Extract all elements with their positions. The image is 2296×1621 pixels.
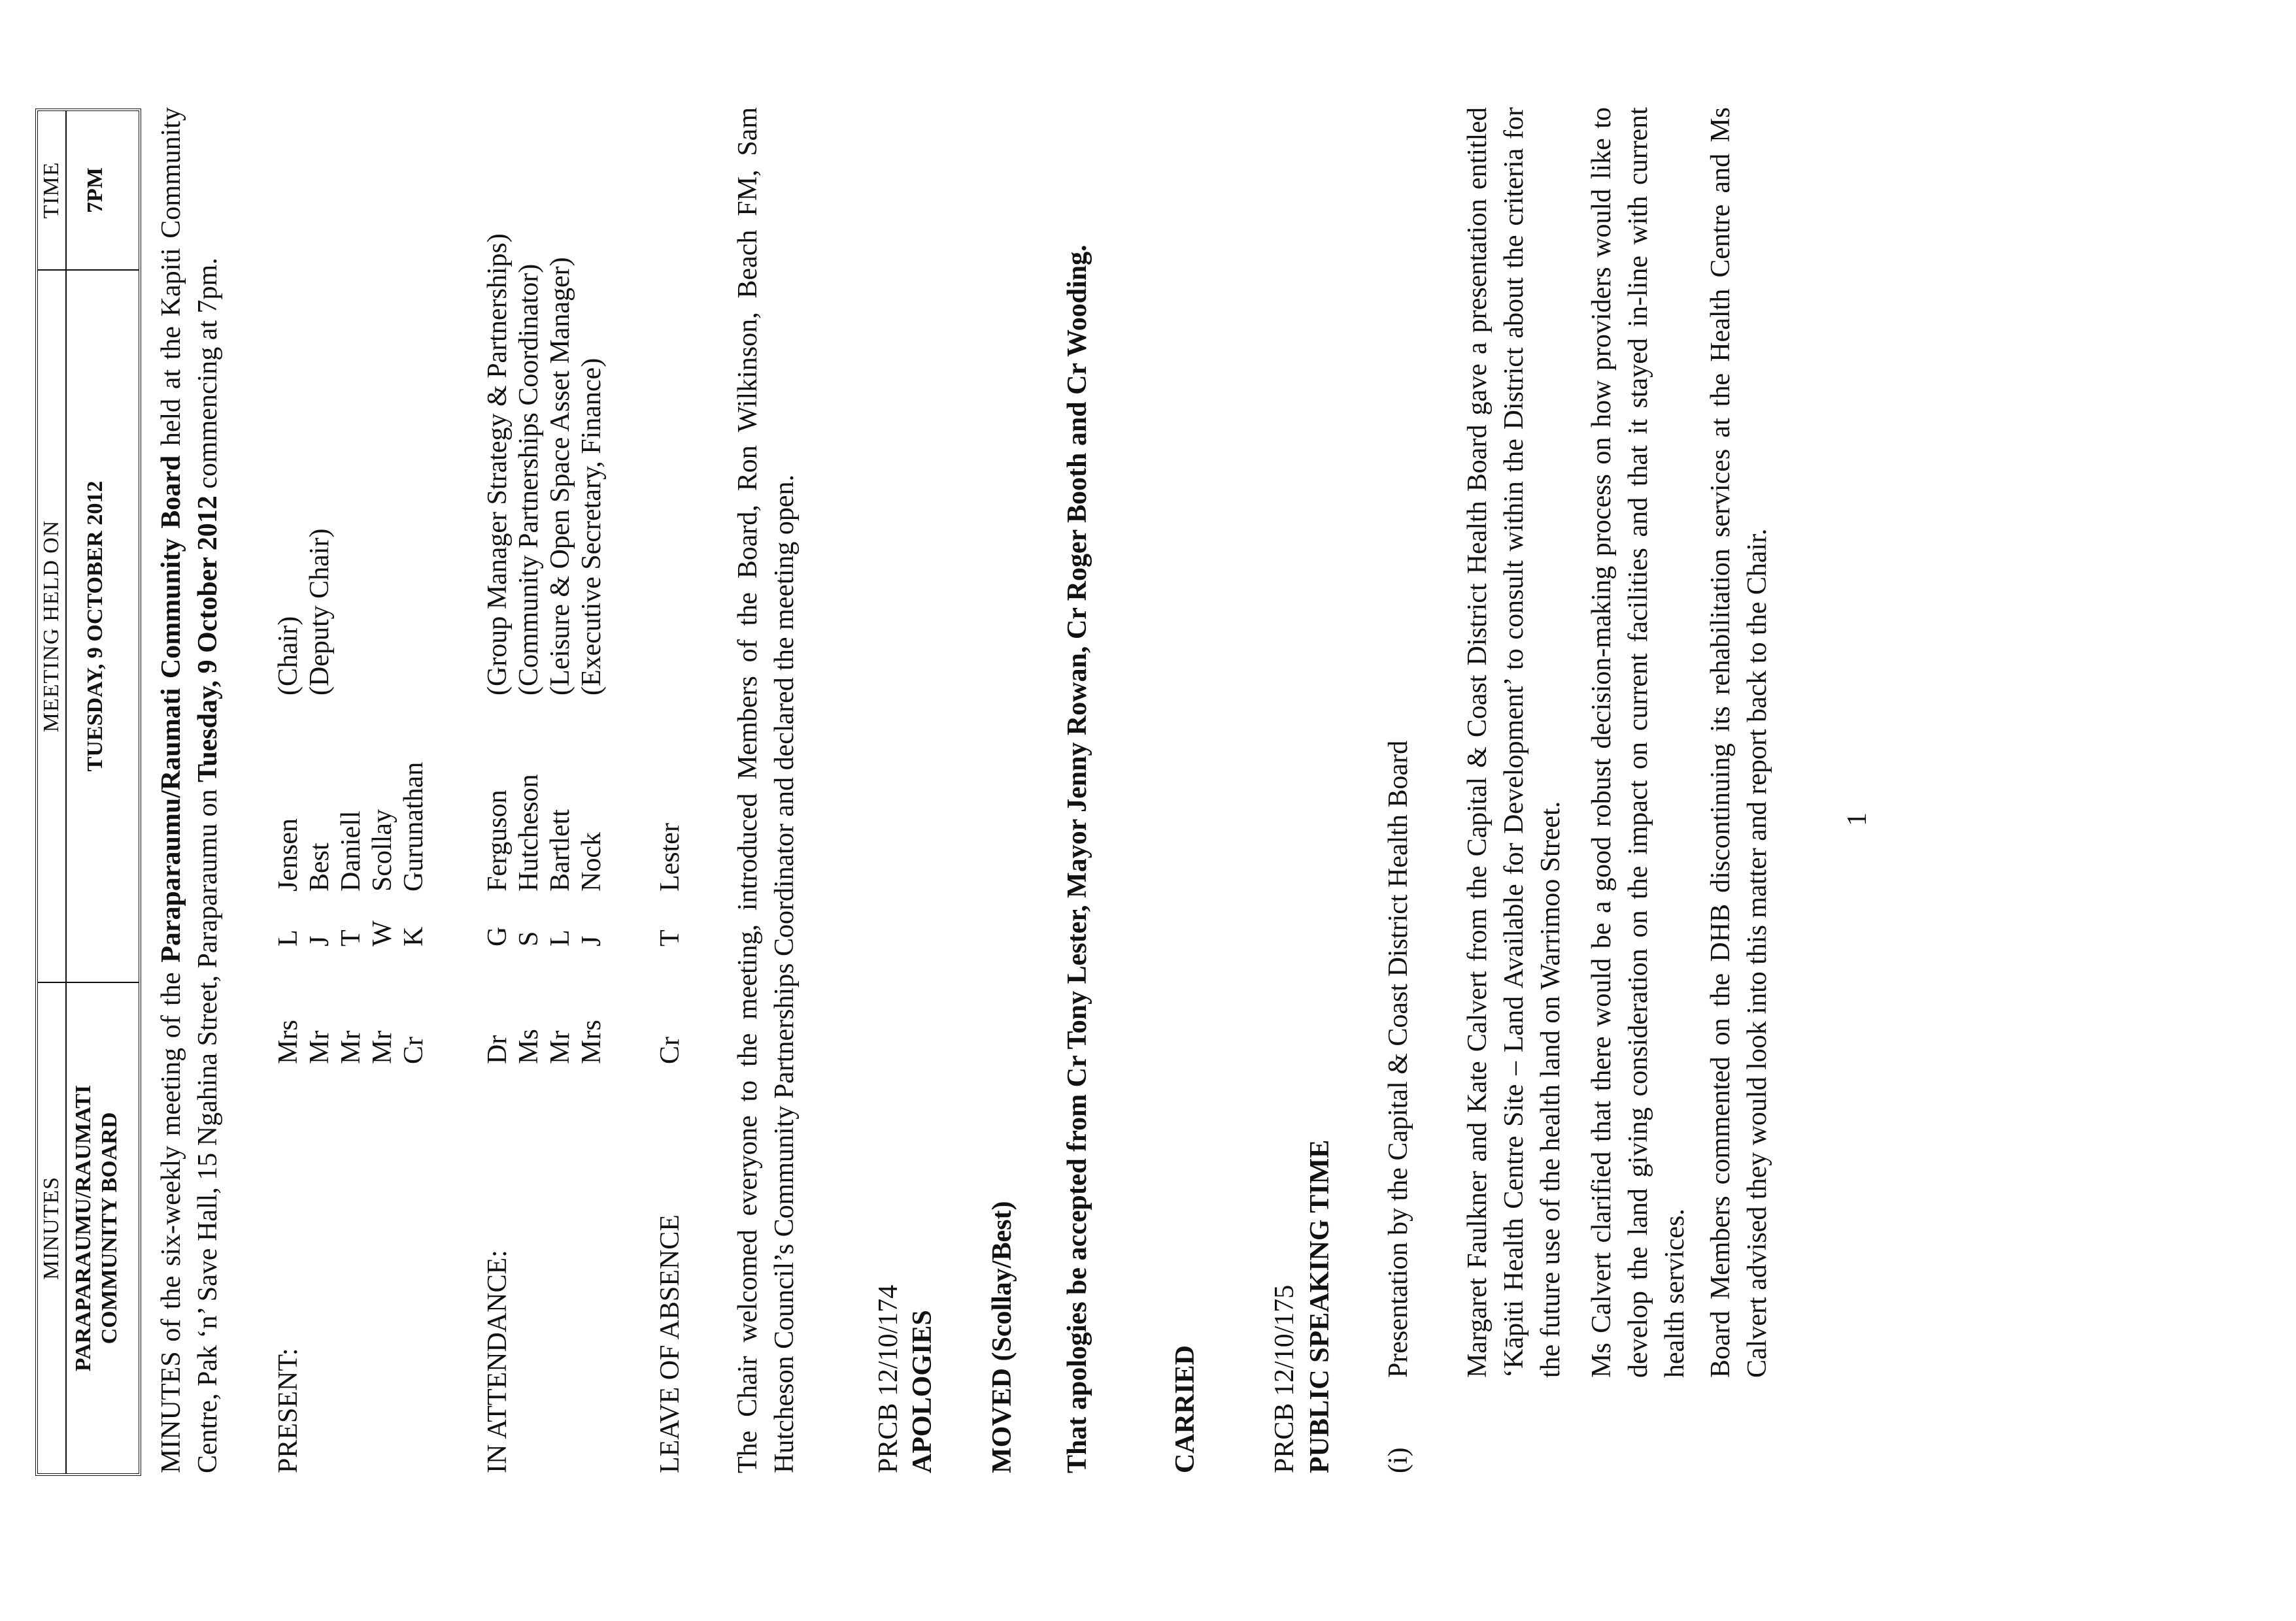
present-member-name: Scollay [367,809,397,892]
header-divider [38,269,139,271]
intro-text: commencing at 7pm. [193,258,223,496]
present-member-initial: J [305,935,335,946]
attendance-member-role: (Group Manager Strategy & Partnerships) [482,233,513,695]
leave-label: LEAVE OF ABSENCE [655,1214,685,1473]
attendance-member-title: Mr [545,1030,575,1064]
header-divider [38,982,139,983]
present-member-name: Daniell [336,811,366,892]
attendance-member-name: Ferguson [482,790,513,892]
attendance-member-name: Bartlett [545,809,575,892]
attendance-member-role: (Leisure & Open Space Asset Manager) [545,257,575,695]
leave-title: Cr [655,1037,685,1064]
intro-text: MINUTES of the six-weekly meeting of the [156,962,186,1473]
present-member-name: Gurunathan [399,761,429,892]
header-time-label: TIME [39,111,67,269]
header-time-cell [38,111,139,269]
present-member-title: Mr [336,1030,366,1064]
present-member-title: Mr [367,1030,397,1064]
header-time-value: 7PM [83,167,107,213]
item175-heading: PUBLIC SPEAKING TIME [1305,1139,1335,1473]
attendance-member-title: Mrs [577,1020,607,1064]
header-table [35,109,141,1476]
attendance-member-name: Nock [577,832,607,892]
page-number: 1 [1842,812,1872,826]
item175-ref: PRCB 12/10/175 [1270,1284,1300,1473]
present-member-role: (Deputy Chair) [305,528,335,695]
item175-sub-title: Presentation by the Capital & Coast District Health Board [1383,740,1413,1378]
attendance-member-title: Dr [482,1035,513,1064]
item175-paragraph-3: Board Members commented on the DHB discontinuing its rehabilitation services at the Health Centre and Ms Calvert advised they would look into this matter and report back to the Chair. [1706,107,1772,1378]
leave-name: Lester [655,823,685,892]
item174-moved: MOVED (Scollay/Best) [987,1201,1017,1473]
present-member-title: Mrs [273,1020,303,1064]
present-member-initial: W [367,920,397,946]
present-member-title: Mr [305,1030,335,1064]
item175-paragraph-2: Ms Calvert clarified that there would be a good robust decision-making process on how providers would like to develop the land giving consideration on the impact on current facilities and that it stayed in-line with current health services. [1587,107,1690,1378]
header-minutes-label: MINUTES [39,983,67,1473]
leave-initial: T [655,929,685,946]
intro-paragraph [153,107,226,1473]
attendance-member-name: Hutcheson [514,774,544,892]
header-minutes-cell [38,983,139,1473]
present-member-initial: T [336,929,366,946]
header-meeting-cell [38,271,139,982]
attendance-member-role: (Executive Secretary, Finance) [577,358,607,695]
present-member-title: Cr [399,1037,429,1064]
intro-date: Tuesday, 9 October 2012 [193,495,223,782]
header-board-line2: COMMUNITY BOARD [97,1112,122,1345]
present-member-initial: L [273,929,303,946]
present-member-role: (Chair) [273,616,303,695]
item174-ref: PRCB 12/10/174 [873,1284,903,1473]
item175-sub-number: (i) [1383,1447,1413,1473]
header-meeting-date: TUESDAY, 9 OCTOBER 2012 [83,480,107,772]
present-member-name: Jensen [273,818,303,892]
item174-motion: That apologies be accepted from Cr Tony Lester, Mayor Jenny Rowan, Cr Roger Booth and Cr Wooding. [1062,244,1092,1473]
attendance-label: IN ATTENDANCE: [482,1250,513,1473]
item174-result: CARRIED [1170,1345,1200,1473]
attendance-member-initial: L [545,929,575,946]
attendance-member-initial: J [577,935,607,946]
item174-heading: APOLOGIES [907,1310,937,1473]
attendance-member-role: (Community Partnerships Coordinator) [514,263,544,695]
present-member-initial: K [399,926,429,946]
welcome-paragraph: The Chair welcomed everyone to the meeting, introduced Members of the Board, Ron Wilkinson, Beach FM, Sam Hutcheson Council’s Community Partnerships Coordinator and declared the meeting open. [733,107,800,1473]
present-member-name: Best [305,843,335,892]
item175-paragraph-1: Margaret Faulkner and Kate Calvert from the Capital & Coast District Health Board gave a presentation entitled ‘Kāpiti Health Centre Site – Land Available for Development’ to consult within the District about the criteria for the future use of the health land on Warrimoo Street. [1462,107,1566,1378]
header-board-line1: PARAPARAUMU/RAUMATI [71,1084,95,1372]
attendance-member-initial: G [482,926,513,946]
intro-text: held at the Kapiti Community Centre, Pak ‘n’ Save Hall, 15 Ngahina Street, Paraparaumu on [156,107,223,1473]
attendance-member-initial: S [514,931,544,946]
attendance-member-title: Ms [514,1029,544,1064]
header-meeting-label: MEETING HELD ON [39,271,67,982]
intro-board-name: Paraparaumu/Raumati Community Board [156,455,186,963]
present-label: PRESENT: [273,1348,303,1473]
